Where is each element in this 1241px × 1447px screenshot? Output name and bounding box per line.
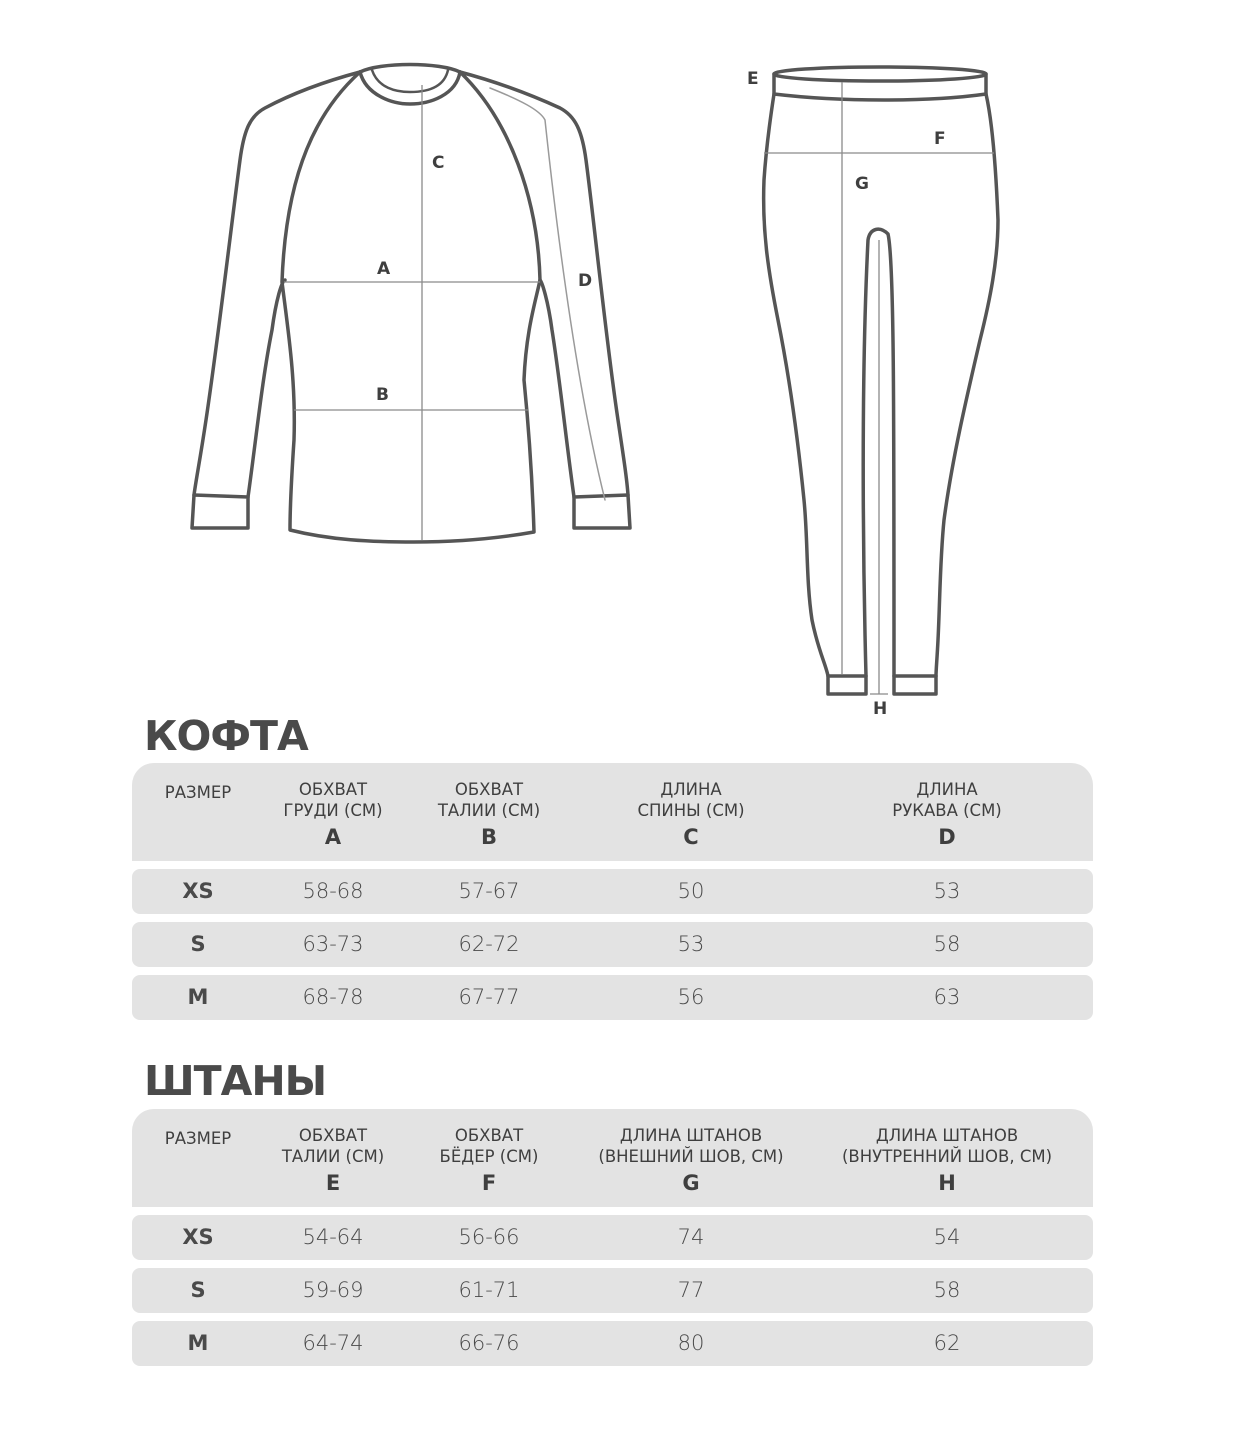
value-cell: 62: [933, 1331, 961, 1355]
size-cell: M: [187, 1331, 209, 1355]
value-cell: 61-71: [458, 1278, 520, 1302]
value-cell: 57-67: [458, 879, 520, 903]
value-cell: 66-76: [458, 1331, 520, 1355]
value-cell: 63-73: [302, 932, 364, 956]
size-cell: XS: [182, 1225, 214, 1249]
header-outseam: ДЛИНА ШТАНОВ (ВНЕШНИЙ ШОВ, СМ) G: [598, 1126, 784, 1195]
label-E: E: [747, 69, 759, 89]
header-inseam: ДЛИНА ШТАНОВ (ВНУТРЕННИЙ ШОВ, СМ) H: [841, 1126, 1053, 1195]
table-row: [132, 975, 1093, 1020]
value-cell: 63: [933, 985, 961, 1009]
label-C: C: [432, 153, 445, 173]
value-cell: 54-64: [302, 1225, 364, 1249]
value-cell: 68-78: [302, 985, 364, 1009]
pants-measure-lines: [764, 82, 994, 694]
value-cell: 50: [677, 879, 705, 903]
table-row: [132, 922, 1093, 967]
pants-table-header: [132, 1109, 1093, 1207]
pants-section-title: ШТАНЫ: [144, 1057, 327, 1105]
size-cell: S: [190, 932, 206, 956]
header-size: РАЗМЕР: [164, 783, 232, 802]
value-cell: 77: [677, 1278, 705, 1302]
label-G: G: [855, 174, 869, 194]
value-cell: 64-74: [302, 1331, 364, 1355]
label-D: D: [578, 271, 593, 291]
header-waist: ОБХВАТ ТАЛИИ (СМ) B: [437, 780, 541, 849]
value-cell: 67-77: [458, 985, 520, 1009]
table-row: [132, 1321, 1093, 1366]
header-size: РАЗМЕР: [164, 1129, 232, 1148]
size-cell: XS: [182, 879, 214, 903]
garment-illustrations: [0, 0, 1241, 720]
value-cell: 53: [933, 879, 961, 903]
value-cell: 59-69: [302, 1278, 364, 1302]
label-F: F: [934, 129, 946, 149]
value-cell: 62-72: [458, 932, 520, 956]
header-back-length: ДЛИНА СПИНЫ (СМ) C: [637, 780, 745, 849]
value-cell: 74: [677, 1225, 705, 1249]
pants-size-table: [132, 1109, 1093, 1366]
size-cell: S: [190, 1278, 206, 1302]
table-row: [132, 1215, 1093, 1260]
value-cell: 58-68: [302, 879, 364, 903]
value-cell: 56: [677, 985, 705, 1009]
value-cell: 58: [933, 1278, 961, 1302]
label-A: A: [377, 259, 391, 279]
top-measure-lines: [284, 85, 540, 540]
value-cell: 56-66: [458, 1225, 520, 1249]
size-cell: M: [187, 985, 209, 1009]
label-H: H: [873, 699, 888, 719]
top-size-table: [132, 763, 1093, 1020]
header-sleeve-length: ДЛИНА РУКАВА (СМ) D: [892, 780, 1002, 849]
size-diagram: [0, 0, 1241, 720]
header-hips: ОБХВАТ БЁДЕР (СМ) F: [439, 1126, 539, 1195]
value-cell: 58: [933, 932, 961, 956]
top-section-title: КОФТА: [144, 712, 308, 760]
value-cell: 80: [677, 1331, 705, 1355]
header-waist: ОБХВАТ ТАЛИИ (СМ) E: [281, 1126, 385, 1195]
top-table-header: [132, 763, 1093, 861]
table-row: [132, 869, 1093, 914]
pants-drawing: [764, 67, 998, 694]
value-cell: 54: [933, 1225, 961, 1249]
value-cell: 53: [677, 932, 705, 956]
header-chest: ОБХВАТ ГРУДИ (СМ) A: [283, 780, 383, 849]
top-drawing: [192, 65, 630, 543]
table-row: [132, 1268, 1093, 1313]
label-B: B: [376, 385, 389, 405]
